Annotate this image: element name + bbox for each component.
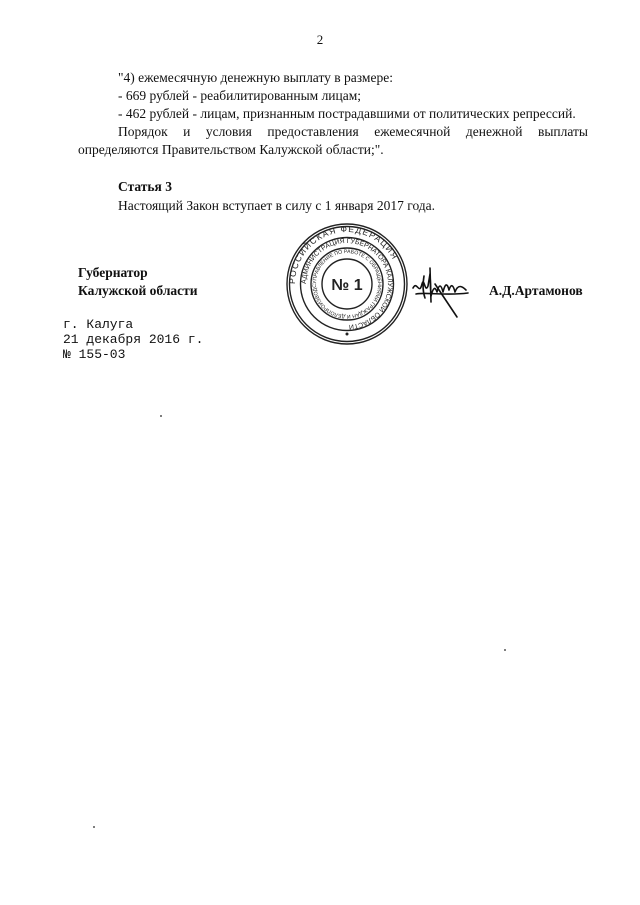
signatory-title-line2: Калужской области (78, 283, 198, 298)
signatory-title-line1: Губернатор (78, 265, 148, 280)
page-number: 2 (316, 32, 324, 47)
procedure-text-line2: определяются Правительством Калужской области;". (78, 142, 384, 157)
amendment-item-4: "4) ежемесячную денежную выплату в размере: (118, 70, 393, 85)
scan-speck (160, 415, 162, 417)
signatory-name: А.Д.Артамонов (489, 283, 583, 298)
registration-city: г. Калуга (63, 317, 134, 332)
scan-speck (93, 826, 95, 828)
official-stamp (285, 222, 409, 346)
stamp-middle-text: АДМИНИСТРАЦИЯ ГУБЕРНАТОРА КАЛУЖСКОЙ ОБЛАСТИ (300, 237, 394, 331)
amendment-subitem-669: - 669 рублей - реабилитированным лицам; (118, 88, 362, 103)
scan-speck (504, 649, 506, 651)
procedure-text-line1: Порядок и условия предоставления ежемесячной денежной выплаты (118, 124, 588, 139)
article-text: Настоящий Закон вступает в силу с 1 января 2017 года. (118, 198, 436, 213)
registration-date: 21 декабря 2016 г. (63, 332, 204, 347)
amendment-subitem-462: - 462 рублей - лицам, признанным пострадавшими от политических репрессий. (118, 106, 576, 121)
stamp-number: № 1 (331, 277, 363, 294)
stamp-outer-text: РОССИЙСКАЯ ФЕДЕРАЦИЯ (286, 223, 401, 285)
stamp-inner-text: УПРАВЛЕНИЕ ПО РАБОТЕ С ОБРАЩЕНИЯМИ ГРАЖДАН И ДЕЛОПРОИЗВОДС (311, 248, 383, 320)
handwritten-signature (410, 262, 472, 320)
article-heading: Статья 3 (118, 179, 172, 194)
registration-number: № 155-03 (63, 347, 126, 362)
